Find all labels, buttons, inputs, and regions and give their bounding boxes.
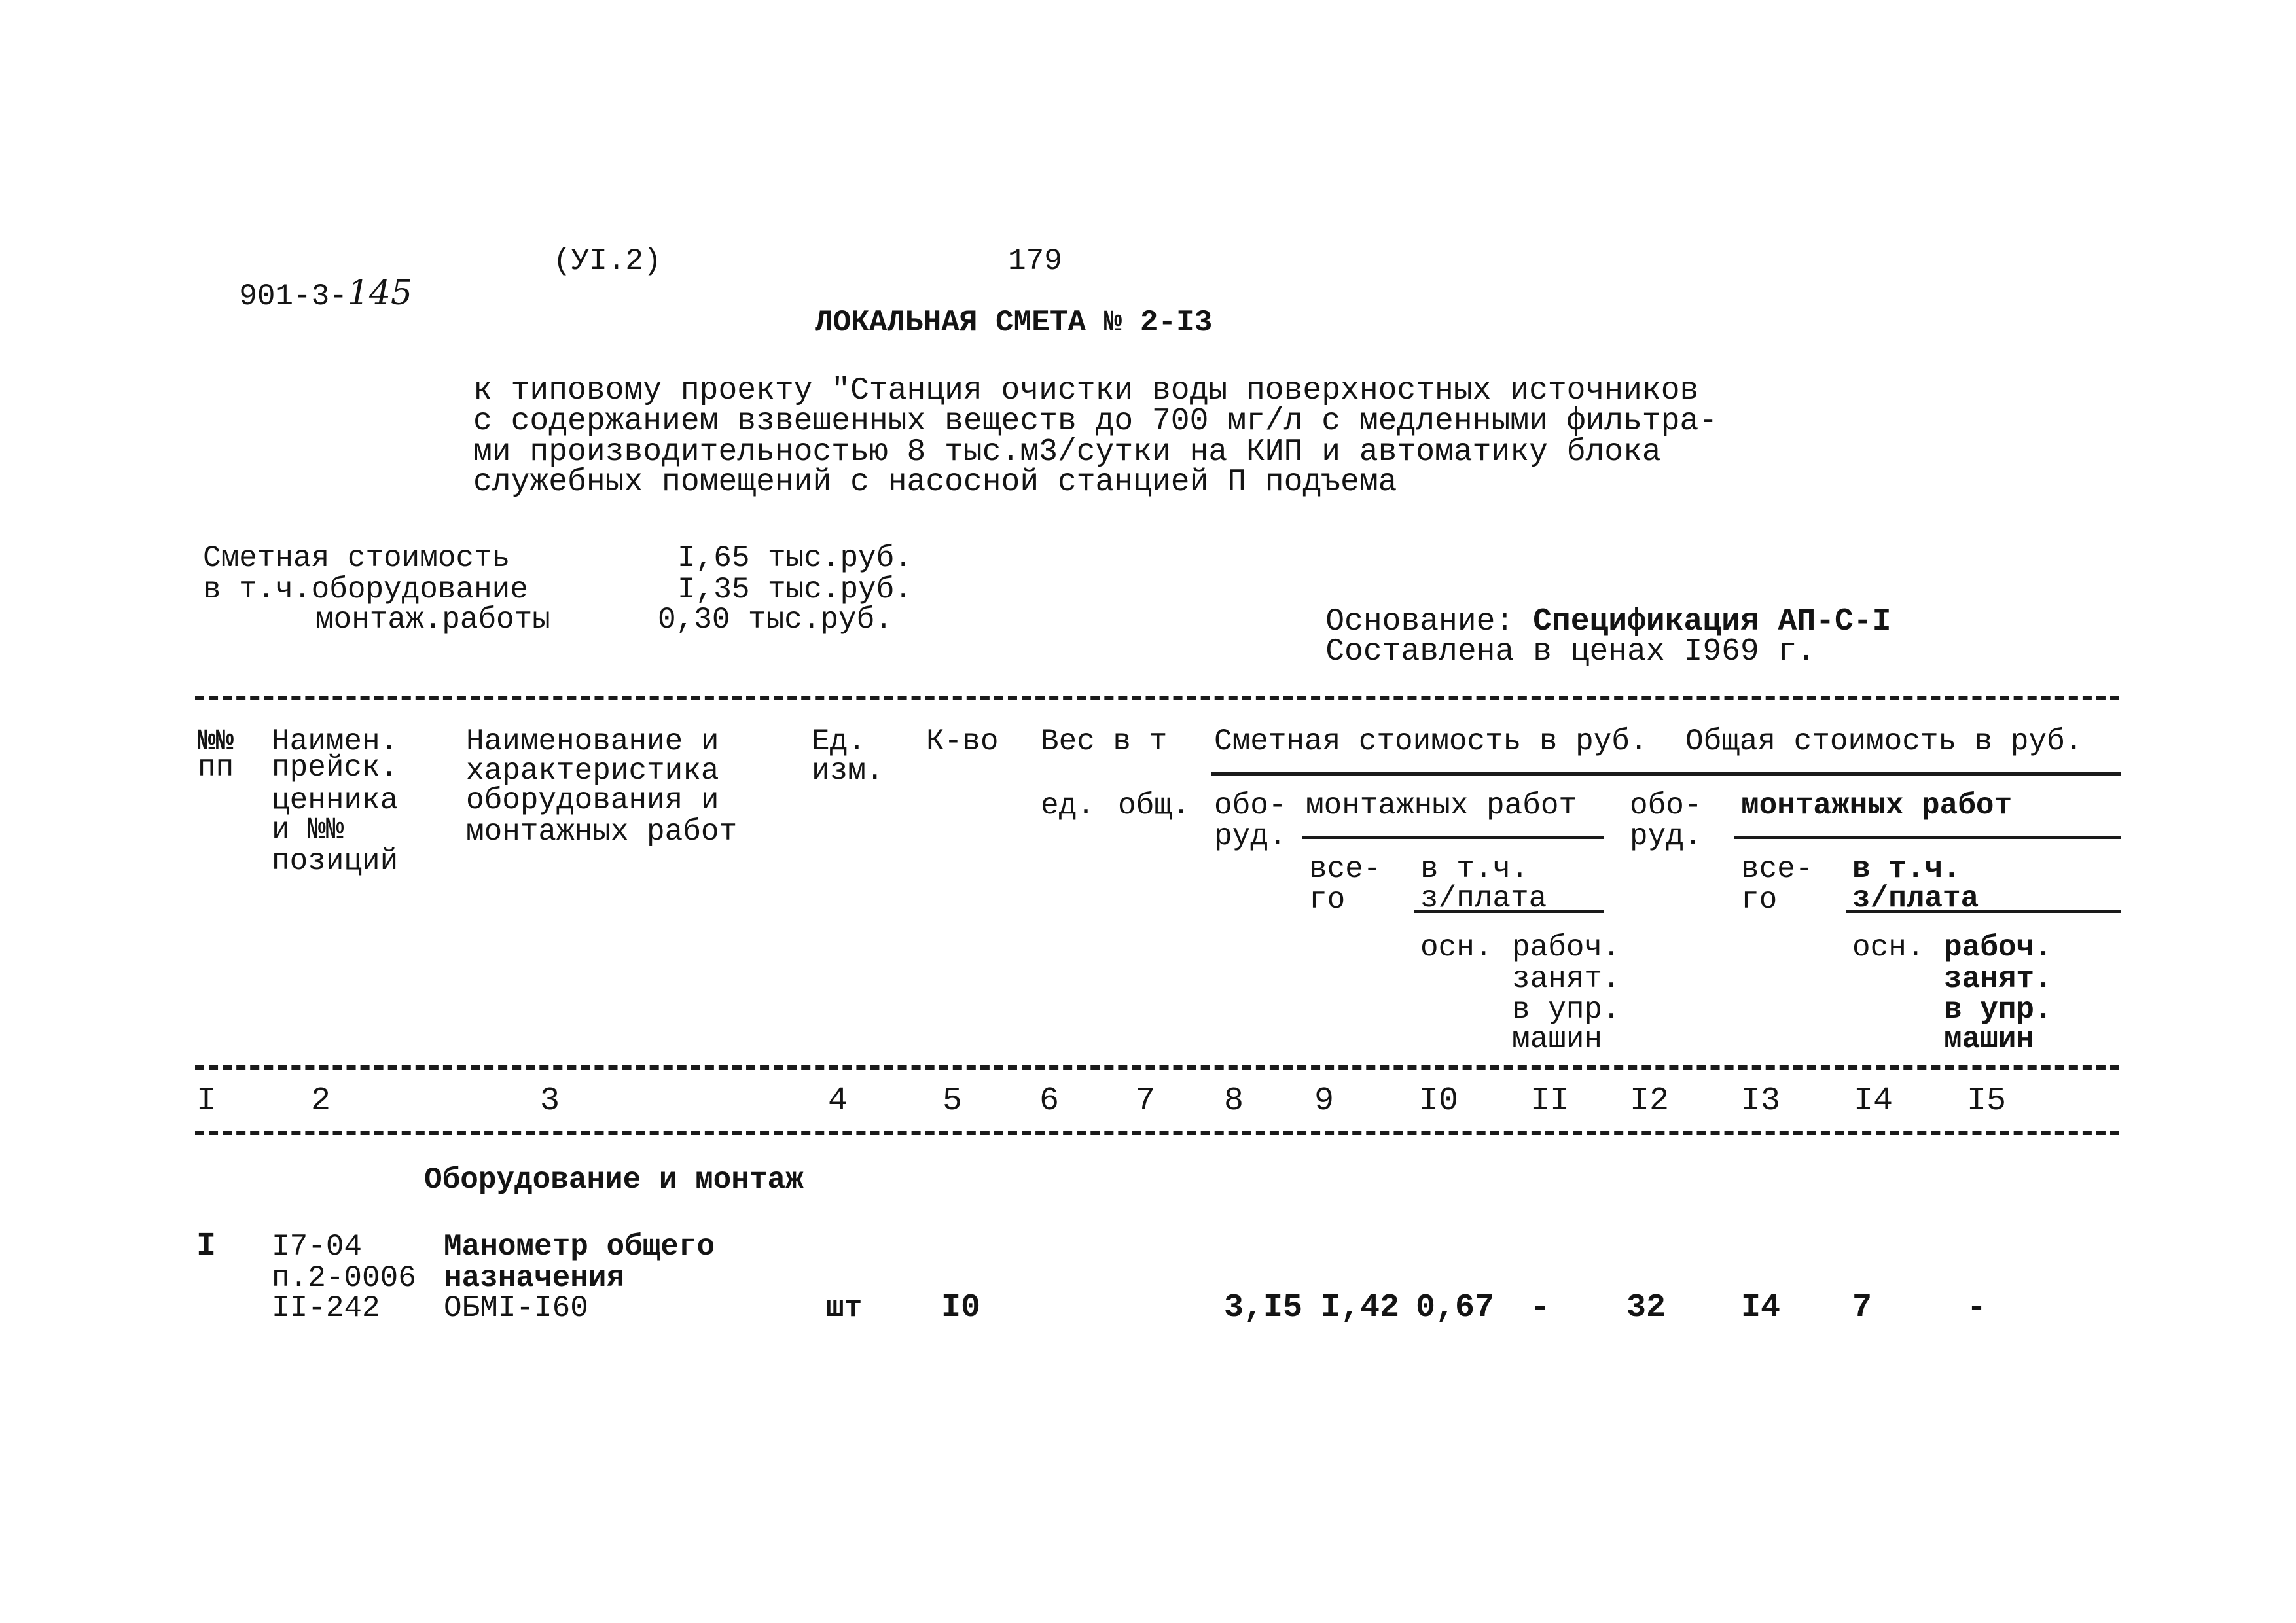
column-number: 8 [1224, 1082, 1244, 1120]
row-name: ОБМI-I60 [444, 1291, 588, 1325]
total-workers-header: занят. [1944, 962, 2053, 996]
row-unit: шт [826, 1291, 863, 1325]
cost-value: I,35 тыс.руб. [677, 573, 912, 607]
page-number: 179 [1008, 244, 1062, 278]
subtitle-line: с содержанием взвешенных веществ до 700 мг/л с медленными фильтра- [473, 404, 1718, 439]
col-price-ref-header: Наимен. [272, 724, 399, 758]
row-equip-cost: 3,I5 [1224, 1289, 1303, 1327]
column-number: 9 [1314, 1082, 1335, 1120]
total-salary-header: з/плата [1852, 882, 1979, 916]
row-mount-total: I,42 [1321, 1289, 1400, 1327]
total-cost-header: Общая стоимость в руб. [1685, 724, 2083, 758]
col-number-header: пп [198, 751, 234, 785]
column-number: I3 [1741, 1082, 1781, 1120]
row-mount-machine: - [1530, 1289, 1551, 1327]
mount-all-header: все- [1309, 852, 1382, 886]
workers-header: в упр. [1512, 993, 1621, 1027]
col-name-header: оборудования и [466, 783, 719, 817]
cost-value: I,65 тыс.руб. [677, 541, 912, 575]
cost-label: монтаж.работы [315, 603, 550, 637]
col-number-header: №№ [198, 724, 234, 758]
total-workers-header: в упр. [1944, 993, 2053, 1027]
col-price-ref-header: позиций [272, 844, 399, 878]
mount-all-header: го [1309, 883, 1346, 917]
col-unit-header: изм. [812, 754, 884, 788]
basic-salary-header: осн. [1420, 931, 1493, 965]
workers-header: занят. [1512, 962, 1621, 996]
equip-header: руд. [1214, 819, 1287, 853]
subtitle-line: служебных помещений с насосной станцией П подъема [473, 465, 1397, 500]
column-number: II [1530, 1082, 1570, 1120]
subtitle-line: к типовому проекту "Станция очистки воды поверхностных источников [473, 373, 1699, 408]
col-weight-unit-header: ед. [1041, 789, 1095, 823]
row-price-ref: п.2-0006 [272, 1261, 416, 1295]
total-equip-header: обо- [1630, 789, 1702, 823]
header-bottom-rule [195, 1065, 2119, 1070]
cost-label: в т.ч.оборудование [203, 573, 528, 607]
prices-year: I969 г. [1683, 634, 1816, 669]
salary-header: в т.ч. [1420, 852, 1529, 886]
col-name-header: характеристика [466, 754, 719, 788]
document-title: ЛОКАЛЬНАЯ СМЕТА № 2-I3 [815, 306, 1213, 340]
column-number: I0 [1419, 1082, 1459, 1120]
workers-header: рабоч. [1512, 931, 1621, 965]
total-salary-header: в т.ч. [1852, 852, 1961, 886]
equip-header: обо- [1214, 789, 1287, 823]
cost-value: 0,30 тыс.руб. [658, 603, 893, 637]
row-qty: I0 [941, 1289, 981, 1327]
column-numbers-rule [195, 1131, 2119, 1135]
col-price-ref-header: прейск. [272, 751, 399, 785]
document-code [203, 246, 412, 312]
table-top-rule [195, 696, 2119, 700]
row-total-basic: 7 [1852, 1289, 1873, 1327]
row-number: I [196, 1228, 217, 1265]
basis-value: Спецификация АП-С-I [1533, 604, 1892, 639]
total-mount-works-header: монтажных работ [1741, 789, 2013, 823]
total-equip-header: руд. [1630, 819, 1702, 853]
column-number: I [196, 1082, 217, 1120]
total-workers-header: рабоч. [1944, 931, 2053, 965]
column-number: I4 [1854, 1082, 1893, 1120]
workers-header: машин [1512, 1022, 1603, 1056]
col-qty-header: К-во [926, 724, 999, 758]
total-workers-header: машин [1944, 1022, 2035, 1056]
total-basic-salary-header: осн. [1852, 931, 1925, 965]
row-name: Манометр общего [444, 1230, 715, 1264]
col-name-header: монтажных работ [466, 815, 738, 849]
cost-header-rule [1211, 772, 2121, 776]
cost-label: Сметная стоимость [203, 541, 511, 575]
col-unit-header: Ед. [812, 724, 866, 758]
column-number: 7 [1136, 1082, 1156, 1120]
row-price-ref: I7-04 [272, 1230, 363, 1264]
basis-label: Основание: [1325, 604, 1515, 639]
column-number: 3 [540, 1082, 560, 1120]
prices-line [1250, 605, 1816, 699]
estimate-cost-header: Сметная стоимость в руб. [1214, 724, 1648, 758]
column-number: I2 [1630, 1082, 1670, 1120]
total-mount-all-header: все- [1741, 852, 1814, 886]
column-number: I5 [1967, 1082, 2007, 1120]
row-total-mount: I4 [1741, 1289, 1781, 1327]
col-name-header: Наименование и [466, 724, 719, 758]
mount-header-rule [1302, 836, 1604, 839]
subtitle-line: ми производительностью 8 тыс.м3/сутки на КИП и автоматику блока [473, 435, 1661, 470]
total-mount-all-header: го [1741, 883, 1778, 917]
document-code-handwritten: 145 [347, 274, 413, 313]
column-number: 6 [1039, 1082, 1060, 1120]
section-title: Оборудование и монтаж [424, 1163, 804, 1197]
row-mount-basic: 0,67 [1416, 1289, 1495, 1327]
column-number: 4 [828, 1082, 848, 1120]
row-name: назначения [444, 1261, 625, 1295]
row-price-ref: II-242 [272, 1291, 380, 1325]
col-weight-header: Вес в т [1041, 724, 1168, 758]
row-total-machine: - [1967, 1289, 1987, 1327]
prices-label: Составлена в ценах [1325, 634, 1665, 669]
col-weight-total-header: общ. [1118, 789, 1191, 823]
mount-works-header: монтажных работ [1306, 789, 1577, 823]
col-price-ref-header: ценника [272, 783, 399, 817]
row-total-equip: 32 [1626, 1289, 1666, 1327]
column-number: 5 [942, 1082, 963, 1120]
salary-header: з/плата [1420, 882, 1547, 916]
section-code: (УI.2) [553, 244, 662, 278]
col-price-ref-header: и №№ [272, 813, 344, 847]
column-number: 2 [311, 1082, 331, 1120]
total-mount-header-rule [1734, 836, 2121, 839]
document-code-prefix: 901-3- [239, 279, 348, 313]
